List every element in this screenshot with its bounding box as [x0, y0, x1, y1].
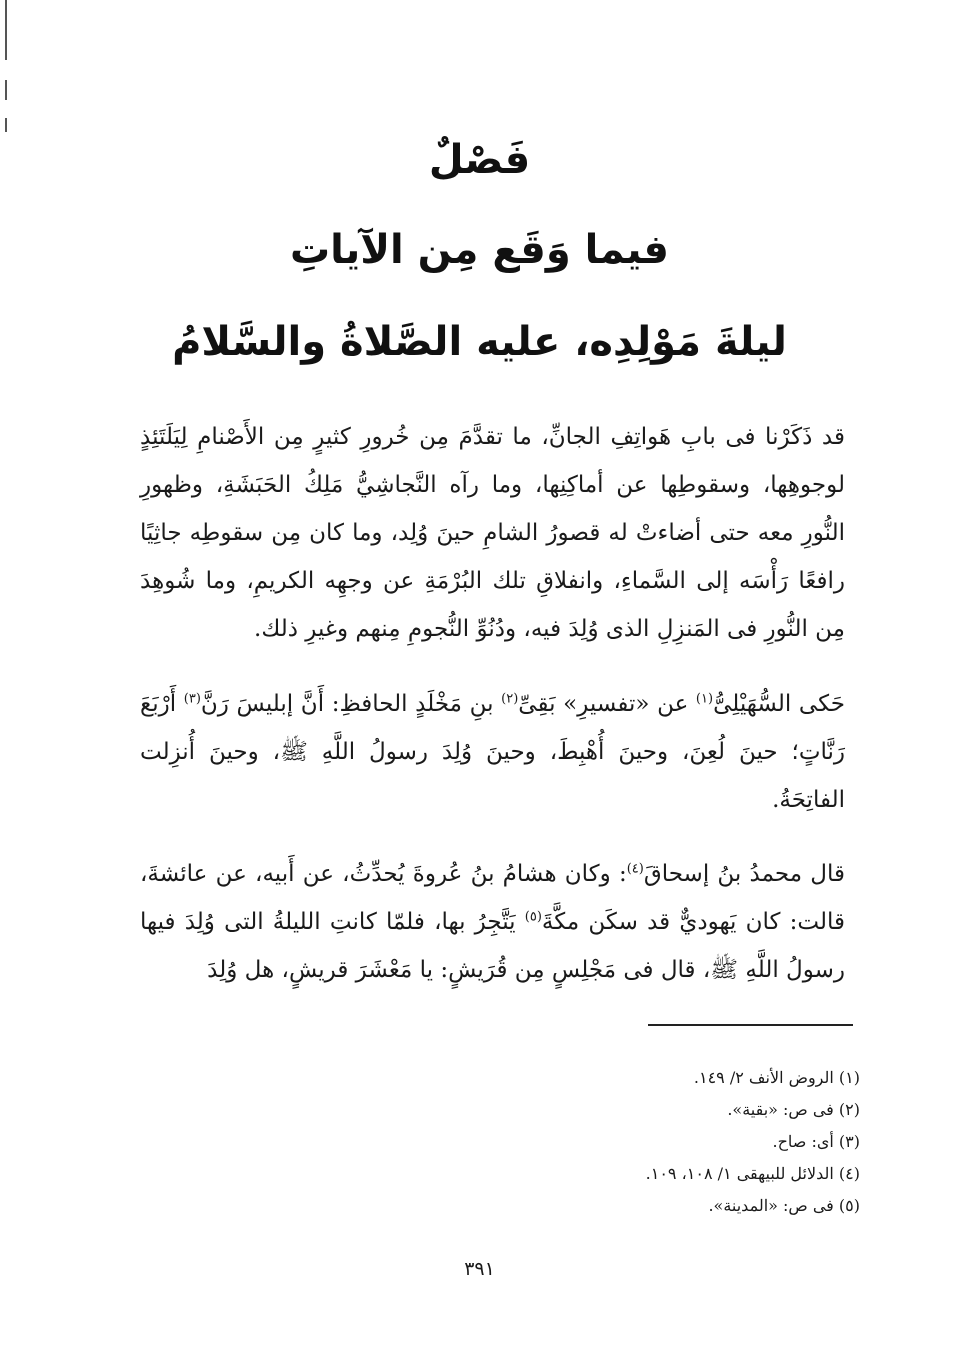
footnote-ref-4: (٤) — [626, 861, 644, 877]
paragraph-3-text: : وكان هشامُ بنُ عُروةَ يُحدِّثُ، عن أَبيه، عن عائشةَ، قالت: كان يَهوديٌّ قد سكَن مكَّةَ — [140, 861, 846, 935]
scan-edge-mark — [5, 80, 7, 100]
footnote-separator — [648, 1024, 853, 1026]
footnotes-list — [500, 1062, 860, 1222]
chapter-title-line-2: ليلةَ مَوْلِدِه، عليه الصَّلاةُ والسَّلامُ — [172, 319, 787, 365]
footnote-ref-3: (٣) — [183, 691, 201, 707]
footnote-item: (١) الروض الأنف ٢/ ١٤٩. — [693, 1068, 860, 1087]
footnote-item: (٣) أى: صاح. — [772, 1132, 860, 1151]
paragraph-2-text: عن «تفسيرِ» بَقِىِّ — [518, 691, 696, 717]
paragraph-2-text: بنِ مَخْلَدٍ الحافظِ: أَنَّ إبليسَ رَنَّ — [200, 691, 502, 717]
paragraph-3-text: قال محمدُ بنُ إسحاقَ — [643, 861, 845, 887]
paragraph-1: قد ذَكَرْنا فى بابِ هَواتِفِ الجانِّ، ما تقدَّمَ مِن خُرورِ كثيرٍ مِن الأَصْنامِ لِيَلَتَئِذٍ لوجوهِها، وسقوطِها عن أماكِنِها، وما رآه النَّجاشِيُّ مَلِكُ الحَبَشَةِ، وظهورِ النُّورِ معه حتى أضاءتْ له قصورُ الشامِ حينَ وُلِد، وما كان مِن سقوطِه جاثِيًا رافعًا رَأْسَه إلى السَّماءِ، وانفلاقِ تلك البُرْمَةِ عن وجهِه الكريمِ، وما شُوهِدَ مِن النُّورِ فى المَنزِلِ الذى وُلِدَ فيه، ودُنُوِّ النُّجومِ مِنهم وغيرِ ذلك. — [140, 424, 845, 642]
chapter-title-line-1: فيما وَقَع مِن الآياتِ — [289, 227, 669, 273]
footnote-ref-5: (٥) — [524, 909, 542, 925]
footnote-ref-2: (٢) — [501, 691, 519, 707]
chapter-label: فَصْلٌ — [428, 137, 531, 183]
paragraph-2 — [140, 680, 845, 824]
paragraph-2-text: حَكى السُّهَيْلِىُّ — [713, 691, 846, 717]
page-number: ٣٩١ — [464, 1258, 495, 1280]
paragraph-3 — [140, 850, 845, 994]
footnote-ref-1: (١) — [695, 691, 714, 707]
scan-edge-mark — [5, 0, 7, 60]
paragraph-2-text: أَرْبَعَ رَنَّاتٍ؛ حينَ لُعِنَ، وحينَ أُهْبِطَ، وحينَ وُلِدَ رسولُ اللَّهِ ﷺ، وحينَ أُنزِلت الفاتِحَةُ. — [140, 691, 845, 813]
footnote-item: (٤) الدلائل للبيهقى ١/ ١٠٨، ١٠٩. — [645, 1164, 860, 1183]
paragraph-3-text: يَتَّجِرُ بها، فلمّا كانتِ الليلةُ التى وُلِدَ فيها رسولُ اللَّهِ ﷺ، قال فى مَجْلِسٍ مِن قُرَيشٍ: يا مَعْشَرَ قريشٍ، هل وُلِدَ — [140, 909, 845, 983]
footnote-item: (٥) فى ص: «المدينة». — [708, 1196, 860, 1215]
footnote-item: (٢) فى ص: «بقية». — [727, 1100, 860, 1119]
scan-edge-mark — [5, 118, 7, 132]
